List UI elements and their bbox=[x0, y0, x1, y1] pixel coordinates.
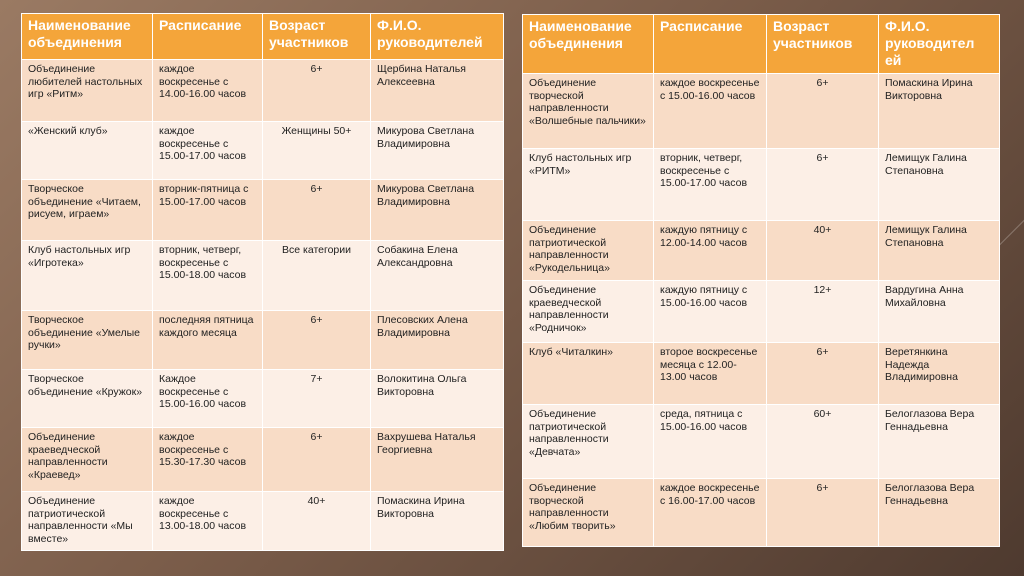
cell-name: Клуб настольных игр «РИТМ» bbox=[523, 149, 654, 221]
cell-age: 60+ bbox=[767, 405, 879, 479]
table-row bbox=[22, 428, 504, 492]
cell-schedule: каждую пятницу с 15.00-16.00 часов bbox=[654, 281, 767, 343]
cell-schedule: каждую пятницу с 12.00-14.00 часов bbox=[654, 221, 767, 281]
cell-schedule: последняя пятница каждого месяца bbox=[153, 311, 263, 370]
table-row bbox=[22, 241, 504, 311]
cell-leader: Веретянкина Надежда Владимировна bbox=[879, 343, 1000, 405]
cell-name: Клуб настольных игр «Игротека» bbox=[22, 241, 153, 311]
table-row bbox=[22, 370, 504, 428]
cell-leader: Белоглазова Вера Геннадьевна bbox=[879, 405, 1000, 479]
header-leader: Ф.И.О. руководител ей bbox=[879, 15, 1000, 74]
header-schedule: Расписание bbox=[654, 15, 767, 74]
header-age: Возраст участников bbox=[767, 15, 879, 74]
cell-schedule: вторник, четверг, воскресенье с 15.00-18.00 часов bbox=[153, 241, 263, 311]
cell-schedule: Каждое воскресенье с 15.00-16.00 часов bbox=[153, 370, 263, 428]
header-name: Наименование объединения bbox=[523, 15, 654, 74]
cell-leader: Вардугина Анна Михайловна bbox=[879, 281, 1000, 343]
cell-age: 6+ bbox=[767, 74, 879, 149]
cell-age: 6+ bbox=[263, 428, 371, 492]
cell-leader: Собакина Елена Александровна bbox=[371, 241, 504, 311]
cell-leader: Белоглазова Вера Геннадьевна bbox=[879, 479, 1000, 547]
cell-age: 6+ bbox=[767, 149, 879, 221]
cell-leader: Лемищук Галина Степановна bbox=[879, 149, 1000, 221]
cell-schedule: среда, пятница с 15.00-16.00 часов bbox=[654, 405, 767, 479]
cell-age: 6+ bbox=[263, 311, 371, 370]
cell-age: 6+ bbox=[263, 60, 371, 122]
cell-schedule: каждое воскресенье с 13.00-18.00 часов bbox=[153, 492, 263, 551]
cell-name: Творческое объединение «Умелые ручки» bbox=[22, 311, 153, 370]
table-row bbox=[523, 149, 1000, 221]
cell-age: Женщины 50+ bbox=[263, 122, 371, 180]
cell-name: Объединение любителей настольных игр «Ритм» bbox=[22, 60, 153, 122]
cell-leader: Микурова Светлана Владимировна bbox=[371, 180, 504, 241]
cell-name: Творческое объединение «Читаем, рисуем, играем» bbox=[22, 180, 153, 241]
table-row bbox=[22, 311, 504, 370]
cell-schedule: вторник-пятница с 15.00-17.00 часов bbox=[153, 180, 263, 241]
table-row bbox=[22, 122, 504, 180]
table-row bbox=[523, 479, 1000, 547]
cell-name: Объединение творческой направленности «Любим творить» bbox=[523, 479, 654, 547]
cell-name: Объединение краеведческой направленности «Краевед» bbox=[22, 428, 153, 492]
table-row bbox=[523, 221, 1000, 281]
cell-schedule: каждое воскресенье с 15.00-17.00 часов bbox=[153, 122, 263, 180]
header-name: Наименование объединения bbox=[22, 14, 153, 60]
cell-age: 40+ bbox=[263, 492, 371, 551]
cell-leader: Волокитина Ольга Викторовна bbox=[371, 370, 504, 428]
cell-age: 6+ bbox=[263, 180, 371, 241]
cell-age: 6+ bbox=[767, 479, 879, 547]
cell-name: Творческое объединение «Кружок» bbox=[22, 370, 153, 428]
table-row bbox=[523, 74, 1000, 149]
cell-leader: Лемищук Галина Степановна bbox=[879, 221, 1000, 281]
cell-name: Объединение патриотической направленности «Рукодельница» bbox=[523, 221, 654, 281]
header-leader: Ф.И.О. руководителей bbox=[371, 14, 504, 60]
header-row bbox=[523, 15, 1000, 74]
cell-leader: Помаскина Ирина Викторовна bbox=[879, 74, 1000, 149]
cell-schedule: каждое воскресенье с 14.00-16.00 часов bbox=[153, 60, 263, 122]
header-row bbox=[22, 14, 504, 60]
cell-name: Клуб «Читалкин» bbox=[523, 343, 654, 405]
cell-age: 6+ bbox=[767, 343, 879, 405]
cell-schedule: каждое воскресенье с 15.30-17.30 часов bbox=[153, 428, 263, 492]
cell-age: Все категории bbox=[263, 241, 371, 311]
cell-leader: Микурова Светлана Владимировна bbox=[371, 122, 504, 180]
table-row bbox=[523, 405, 1000, 479]
header-age: Возраст участников bbox=[263, 14, 371, 60]
header-schedule: Расписание bbox=[153, 14, 263, 60]
cell-leader: Вахрушева Наталья Георгиевна bbox=[371, 428, 504, 492]
cell-schedule: каждое воскресенье с 16.00-17.00 часов bbox=[654, 479, 767, 547]
right-schedule-table bbox=[522, 14, 1000, 547]
left-schedule-table bbox=[21, 13, 504, 551]
cell-name: Объединение краеведческой направленности «Родничок» bbox=[523, 281, 654, 343]
cell-age: 7+ bbox=[263, 370, 371, 428]
table-row bbox=[22, 60, 504, 122]
cell-name: Объединение творческой направленности «Волшебные пальчики» bbox=[523, 74, 654, 149]
cell-age: 12+ bbox=[767, 281, 879, 343]
cell-leader: Помаскина Ирина Викторовна bbox=[371, 492, 504, 551]
cell-schedule: вторник, четверг, воскресенье с 15.00-17.00 часов bbox=[654, 149, 767, 221]
cell-leader: Плесовских Алена Владимировна bbox=[371, 311, 504, 370]
cell-name: Объединение патриотической направленности «Девчата» bbox=[523, 405, 654, 479]
cell-name: Объединение патриотической направленности «Мы вместе» bbox=[22, 492, 153, 551]
cell-name: «Женский клуб» bbox=[22, 122, 153, 180]
table-row bbox=[523, 343, 1000, 405]
cell-leader: Щербина Наталья Алексеевна bbox=[371, 60, 504, 122]
table-row bbox=[22, 492, 504, 551]
cell-schedule: каждое воскресенье с 15.00-16.00 часов bbox=[654, 74, 767, 149]
table-row bbox=[523, 281, 1000, 343]
left-table-body bbox=[22, 60, 504, 551]
cell-age: 40+ bbox=[767, 221, 879, 281]
table-row bbox=[22, 180, 504, 241]
right-table-body bbox=[523, 74, 1000, 547]
cell-schedule: второе воскресенье месяца с 12.00-13.00 часов bbox=[654, 343, 767, 405]
